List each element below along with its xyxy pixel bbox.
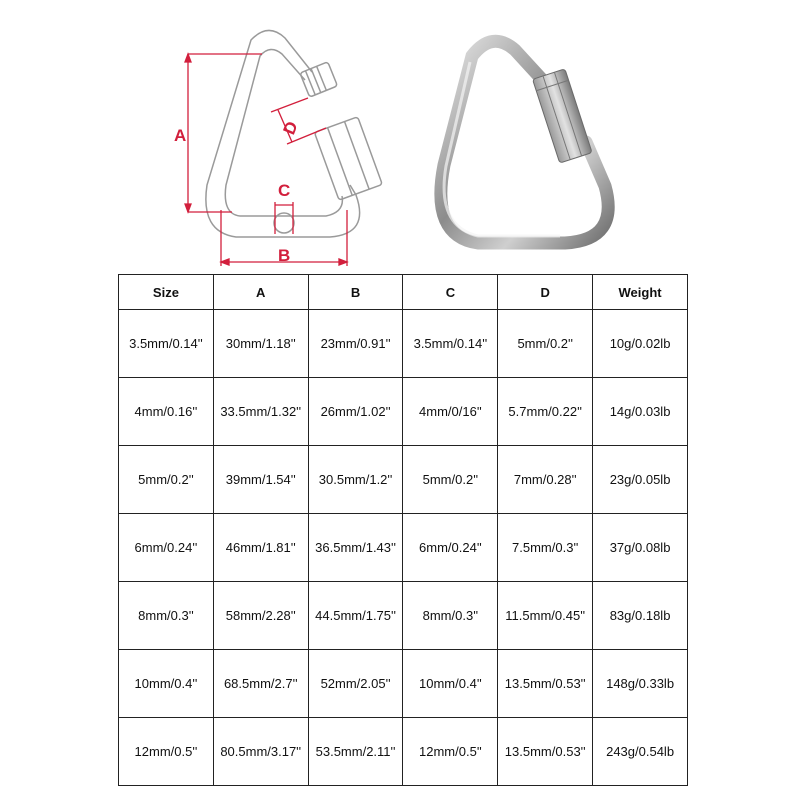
header-b: B <box>308 275 403 310</box>
cell-size: 10mm/0.4'' <box>119 650 214 718</box>
cell-a: 80.5mm/3.17'' <box>213 718 308 786</box>
product-photo <box>441 41 608 243</box>
dim-d-extension-1 <box>271 98 308 112</box>
table-row <box>119 718 688 786</box>
cell-d: 11.5mm/0.45'' <box>498 582 593 650</box>
cell-weight: 83g/0.18lb <box>593 582 688 650</box>
sleeve-nut <box>314 117 382 200</box>
cell-d: 5.7mm/0.22'' <box>498 378 593 446</box>
cell-size: 6mm/0.24'' <box>119 514 214 582</box>
dimension-annotations <box>185 54 347 266</box>
cell-a: 58mm/2.28'' <box>213 582 308 650</box>
cell-c: 10mm/0.4'' <box>403 650 498 718</box>
cell-b: 36.5mm/1.43'' <box>308 514 403 582</box>
spec-table <box>118 274 688 786</box>
cell-size: 3.5mm/0.14'' <box>119 310 214 378</box>
cell-a: 30mm/1.18'' <box>213 310 308 378</box>
cell-size: 5mm/0.2'' <box>119 446 214 514</box>
cell-weight: 243g/0.54lb <box>593 718 688 786</box>
table-row <box>119 650 688 718</box>
cell-b: 26mm/1.02'' <box>308 378 403 446</box>
cell-size: 8mm/0.3'' <box>119 582 214 650</box>
cell-weight: 10g/0.02lb <box>593 310 688 378</box>
dim-label-a: A <box>174 126 187 145</box>
cell-c: 5mm/0.2'' <box>403 446 498 514</box>
cell-c: 8mm/0.3'' <box>403 582 498 650</box>
cell-c: 6mm/0.24'' <box>403 514 498 582</box>
cell-b: 23mm/0.91'' <box>308 310 403 378</box>
header-d: D <box>498 275 593 310</box>
dim-label-d: D <box>279 118 302 138</box>
cell-a: 33.5mm/1.32'' <box>213 378 308 446</box>
dim-label-c: C <box>278 181 291 200</box>
cell-a: 46mm/1.81'' <box>213 514 308 582</box>
cell-weight: 23g/0.05lb <box>593 446 688 514</box>
dim-b-arrowhead-right <box>339 259 347 265</box>
table-row <box>119 310 688 378</box>
cell-d: 13.5mm/0.53'' <box>498 718 593 786</box>
link-outer-outline <box>206 30 360 237</box>
cell-a: 68.5mm/2.7'' <box>213 650 308 718</box>
cell-weight: 37g/0.08lb <box>593 514 688 582</box>
cell-c: 12mm/0.5'' <box>403 718 498 786</box>
cell-c: 3.5mm/0.14'' <box>403 310 498 378</box>
dim-b-arrowhead-left <box>221 259 229 265</box>
dim-a-arrowhead-bottom <box>185 204 191 212</box>
table-row <box>119 446 688 514</box>
cell-a: 39mm/1.54'' <box>213 446 308 514</box>
cell-b: 53.5mm/2.11'' <box>308 718 403 786</box>
cell-size: 4mm/0.16'' <box>119 378 214 446</box>
header-weight: Weight <box>593 275 688 310</box>
cell-b: 30.5mm/1.2'' <box>308 446 403 514</box>
photo-sleeve-nut <box>533 69 593 163</box>
cell-size: 12mm/0.5'' <box>119 718 214 786</box>
dim-a-arrowhead-top <box>185 54 191 62</box>
table-row <box>119 582 688 650</box>
cell-c: 4mm/0/16'' <box>403 378 498 446</box>
header-size: Size <box>119 275 214 310</box>
cell-b: 52mm/2.05'' <box>308 650 403 718</box>
header-a: A <box>213 275 308 310</box>
product-diagram <box>0 0 800 275</box>
cell-b: 44.5mm/1.75'' <box>308 582 403 650</box>
cell-weight: 14g/0.03lb <box>593 378 688 446</box>
dim-label-b: B <box>278 246 291 265</box>
sleeve-upper <box>300 62 338 97</box>
cell-d: 13.5mm/0.53'' <box>498 650 593 718</box>
table-row <box>119 378 688 446</box>
cell-d: 7mm/0.28'' <box>498 446 593 514</box>
table-row <box>119 514 688 582</box>
cell-weight: 148g/0.33lb <box>593 650 688 718</box>
cell-d: 5mm/0.2'' <box>498 310 593 378</box>
cell-d: 7.5mm/0.3'' <box>498 514 593 582</box>
table-header-row <box>119 275 688 310</box>
header-c: C <box>403 275 498 310</box>
